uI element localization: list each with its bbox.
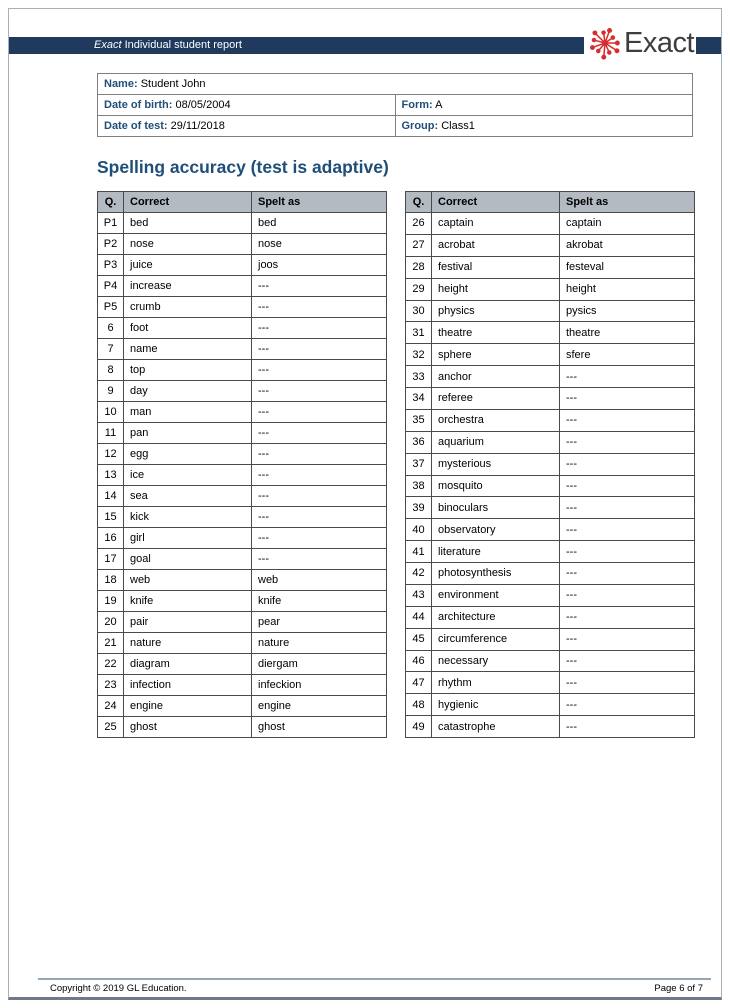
correct-word: anchor [432,366,560,388]
table-row [406,256,695,278]
table-row [98,465,387,486]
question-number: 41 [406,541,432,563]
exact-logo [584,23,696,63]
correct-word: infection [124,675,252,696]
spelt-as-word: pear [252,612,387,633]
correct-word: juice [124,255,252,276]
correct-word: literature [432,541,560,563]
question-number: 19 [98,591,124,612]
spelling-table-right [405,191,695,738]
spelt-as-word: pysics [560,300,695,322]
spelt-as-word: --- [252,465,387,486]
table-row [98,528,387,549]
spelt-as-word: --- [560,541,695,563]
page-number: Page 6 of 7 [654,983,703,994]
spelt-as-word: engine [252,696,387,717]
name-label: Name: [104,77,138,90]
question-number: 21 [98,633,124,654]
correct-word: referee [432,388,560,410]
question-number: 29 [406,278,432,300]
spelt-as-word: --- [252,339,387,360]
table-row [406,672,695,694]
report-title-product: Exact [94,39,122,51]
spelt-as-word: --- [252,318,387,339]
table-row [98,549,387,570]
correct-word: nature [124,633,252,654]
question-number: 22 [98,654,124,675]
table-row [406,453,695,475]
table-row [406,234,695,256]
info-row-dob-form [98,95,693,116]
correct-word: girl [124,528,252,549]
question-number: 23 [98,675,124,696]
spelt-as-word: bed [252,213,387,234]
table-row [406,628,695,650]
column-header-correct: Correct [124,192,252,213]
spelt-as-word: --- [252,549,387,570]
table-row [98,339,387,360]
spelt-as-word: --- [252,360,387,381]
correct-word: captain [432,213,560,235]
table-row [406,322,695,344]
table-row [98,444,387,465]
dob-label: Date of birth: [104,98,173,111]
question-number: P4 [98,276,124,297]
table-row [98,360,387,381]
question-number: 42 [406,563,432,585]
correct-word: observatory [432,519,560,541]
spelt-as-word: --- [252,297,387,318]
correct-word: ice [124,465,252,486]
table-row [406,497,695,519]
table-row [406,366,695,388]
question-number: 30 [406,300,432,322]
correct-word: web [124,570,252,591]
question-number: 32 [406,344,432,366]
info-row-name [98,74,693,95]
exact-logo-text: Exact [624,27,695,59]
spelt-as-word: --- [252,276,387,297]
question-number: 31 [406,322,432,344]
question-number: 40 [406,519,432,541]
spelt-as-word: --- [560,563,695,585]
correct-word: diagram [124,654,252,675]
spelt-as-word: --- [560,453,695,475]
question-number: 10 [98,402,124,423]
correct-word: circumference [432,628,560,650]
question-number: P5 [98,297,124,318]
table-row [98,633,387,654]
correct-word: physics [432,300,560,322]
question-number: 37 [406,453,432,475]
question-number: 46 [406,650,432,672]
table-row [98,591,387,612]
student-info-table [97,73,693,137]
spelling-tables [97,191,695,738]
table-row [406,563,695,585]
table-row [98,255,387,276]
table-row [406,606,695,628]
table-row [406,716,695,738]
table-row [98,717,387,738]
correct-word: nose [124,234,252,255]
spelt-as-word: nature [252,633,387,654]
correct-word: day [124,381,252,402]
spelt-as-word: height [560,278,695,300]
column-header-spelt-as: Spelt as [560,192,695,213]
table-row [98,213,387,234]
question-number: 14 [98,486,124,507]
spelt-as-word: knife [252,591,387,612]
correct-word: orchestra [432,409,560,431]
spelt-as-word: captain [560,213,695,235]
column-header-correct: Correct [432,192,560,213]
spelt-as-word: --- [252,444,387,465]
group-value: Class1 [441,119,475,132]
correct-word: egg [124,444,252,465]
question-number: 36 [406,431,432,453]
exact-logo-starburst-icon [586,24,624,62]
table-row [406,694,695,716]
question-number: 27 [406,234,432,256]
correct-word: increase [124,276,252,297]
question-number: P1 [98,213,124,234]
table-row [98,654,387,675]
question-number: 33 [406,366,432,388]
spelt-as-word: theatre [560,322,695,344]
correct-word: bed [124,213,252,234]
table-row [406,541,695,563]
correct-word: goal [124,549,252,570]
table-row [98,507,387,528]
correct-word: top [124,360,252,381]
table-row [406,431,695,453]
question-number: 35 [406,409,432,431]
spelt-as-word: --- [560,519,695,541]
question-number: 26 [406,213,432,235]
correct-word: environment [432,584,560,606]
correct-word: name [124,339,252,360]
spelt-as-word: --- [560,497,695,519]
copyright-text: Copyright © 2019 GL Education. [50,983,187,994]
spelt-as-word: diergam [252,654,387,675]
table-row [406,519,695,541]
table-row [406,650,695,672]
spelt-as-word: --- [252,528,387,549]
question-number: 48 [406,694,432,716]
correct-word: pair [124,612,252,633]
table-row [98,675,387,696]
report-title-rest: Individual student report [121,39,242,51]
table-row [98,402,387,423]
correct-word: aquarium [432,431,560,453]
spelt-as-word: --- [560,366,695,388]
correct-word: sphere [432,344,560,366]
correct-word: acrobat [432,234,560,256]
spelt-as-word: --- [252,486,387,507]
table-row [406,344,695,366]
question-number: 6 [98,318,124,339]
group-label: Group: [401,119,439,132]
report-title [94,37,242,54]
question-number: 24 [98,696,124,717]
question-number: 28 [406,256,432,278]
table-row [406,409,695,431]
question-number: 39 [406,497,432,519]
correct-word: ghost [124,717,252,738]
correct-word: engine [124,696,252,717]
table-header-row [98,192,387,213]
question-number: 7 [98,339,124,360]
correct-word: necessary [432,650,560,672]
question-number: 8 [98,360,124,381]
table-row [406,213,695,235]
correct-word: kick [124,507,252,528]
spelt-as-word: --- [560,672,695,694]
spelt-as-word: ghost [252,717,387,738]
table-row [98,423,387,444]
correct-word: theatre [432,322,560,344]
spelt-as-word: --- [252,507,387,528]
spelt-as-word: --- [252,423,387,444]
question-number: 13 [98,465,124,486]
column-header-q: Q. [406,192,432,213]
table-row [98,696,387,717]
correct-word: photosynthesis [432,563,560,585]
spelt-as-word: --- [560,650,695,672]
question-number: P2 [98,234,124,255]
question-number: 9 [98,381,124,402]
correct-word: binoculars [432,497,560,519]
correct-word: mysterious [432,453,560,475]
name-value: Student John [140,77,206,90]
spelt-as-word: festeval [560,256,695,278]
section-heading: Spelling accuracy (test is adaptive) [97,157,389,177]
correct-word: height [432,278,560,300]
table-row [98,486,387,507]
spelt-as-word: --- [560,606,695,628]
spelt-as-word: nose [252,234,387,255]
table-row [98,297,387,318]
correct-word: rhythm [432,672,560,694]
dob-value: 08/05/2004 [175,98,231,111]
spelling-table-left [97,191,387,738]
correct-word: man [124,402,252,423]
question-number: 20 [98,612,124,633]
table-row [406,388,695,410]
test-date-value: 29/11/2018 [170,119,225,132]
correct-word: crumb [124,297,252,318]
spelt-as-word: --- [560,628,695,650]
question-number: 17 [98,549,124,570]
spelt-as-word: akrobat [560,234,695,256]
spelt-as-word: infeckion [252,675,387,696]
table-row [98,381,387,402]
correct-word: sea [124,486,252,507]
correct-word: hygienic [432,694,560,716]
table-row [98,234,387,255]
spelt-as-word: joos [252,255,387,276]
column-header-q: Q. [98,192,124,213]
correct-word: catastrophe [432,716,560,738]
question-number: 18 [98,570,124,591]
report-page [8,8,722,1000]
spelt-as-word: --- [560,388,695,410]
spelt-as-word: web [252,570,387,591]
question-number: 38 [406,475,432,497]
page-footer [38,978,711,996]
correct-word: mosquito [432,475,560,497]
question-number: 15 [98,507,124,528]
spelt-as-word: --- [560,475,695,497]
question-number: 43 [406,584,432,606]
table-header-row [406,192,695,213]
correct-word: knife [124,591,252,612]
question-number: 49 [406,716,432,738]
spelt-as-word: --- [252,402,387,423]
table-row [406,584,695,606]
question-number: 45 [406,628,432,650]
test-date-label: Date of test: [104,119,168,132]
question-number: 16 [98,528,124,549]
correct-word: festival [432,256,560,278]
column-header-spelt-as: Spelt as [252,192,387,213]
table-row [98,612,387,633]
correct-word: architecture [432,606,560,628]
info-row-testdate-group [98,116,693,137]
table-row [406,300,695,322]
table-row [98,318,387,339]
correct-word: foot [124,318,252,339]
form-value: A [435,98,443,111]
table-row [406,278,695,300]
question-number: 25 [98,717,124,738]
spelt-as-word: sfere [560,344,695,366]
spelt-as-word: --- [560,716,695,738]
correct-word: pan [124,423,252,444]
question-number: 44 [406,606,432,628]
question-number: 34 [406,388,432,410]
spelt-as-word: --- [560,431,695,453]
question-number: 12 [98,444,124,465]
spelt-as-word: --- [560,409,695,431]
spelt-as-word: --- [560,584,695,606]
table-row [406,475,695,497]
question-number: P3 [98,255,124,276]
form-label: Form: [401,98,433,111]
table-row [98,570,387,591]
spelt-as-word: --- [252,381,387,402]
table-row [98,276,387,297]
question-number: 11 [98,423,124,444]
spelt-as-word: --- [560,694,695,716]
question-number: 47 [406,672,432,694]
